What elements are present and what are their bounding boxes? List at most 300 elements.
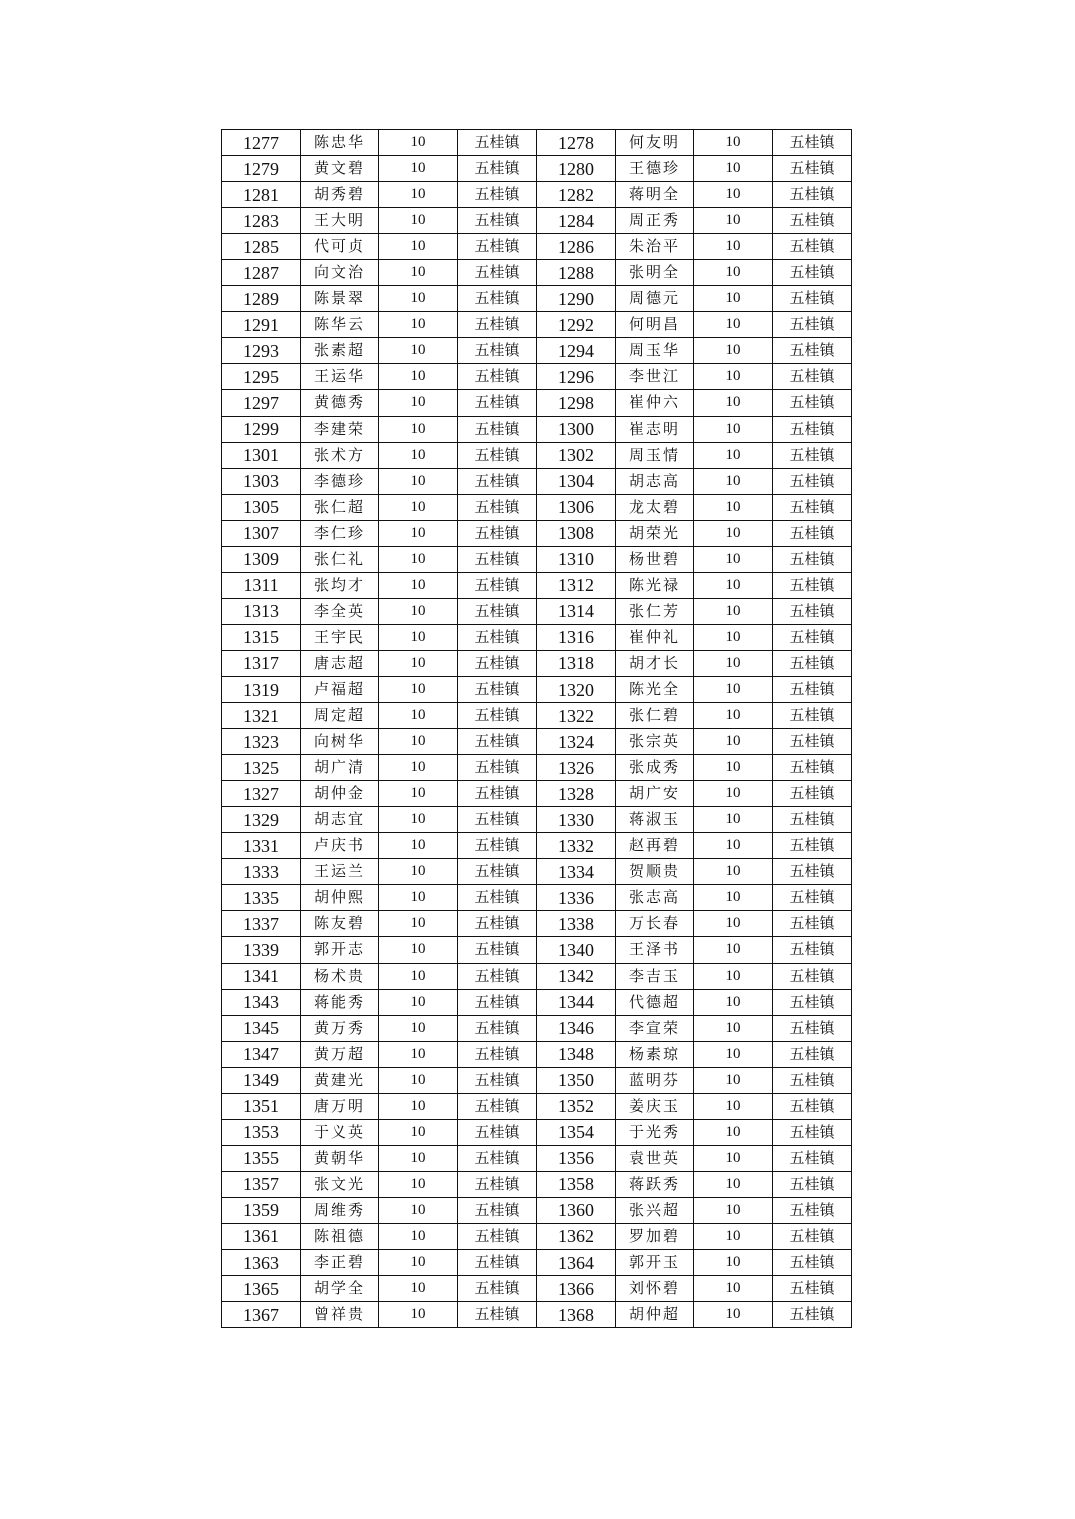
right-person-name-cell: 崔志明 xyxy=(616,416,694,442)
right-amount-cell: 10 xyxy=(694,260,773,286)
left-record-number-cell: 1357 xyxy=(222,1171,301,1197)
left-amount-cell: 10 xyxy=(379,520,458,546)
right-record-number-cell: 1364 xyxy=(537,1250,616,1276)
left-person-name-cell: 李建荣 xyxy=(301,416,379,442)
left-township-cell: 五桂镇 xyxy=(458,130,537,156)
table-row xyxy=(222,650,852,676)
left-township-cell: 五桂镇 xyxy=(458,468,537,494)
left-person-name-cell: 周维秀 xyxy=(301,1197,379,1223)
left-record-number-cell: 1311 xyxy=(222,572,301,598)
left-township-cell: 五桂镇 xyxy=(458,755,537,781)
right-amount-cell: 10 xyxy=(694,1119,773,1145)
left-record-number-cell: 1285 xyxy=(222,234,301,260)
left-township-cell: 五桂镇 xyxy=(458,963,537,989)
left-record-number-cell: 1297 xyxy=(222,390,301,416)
left-record-number-cell: 1283 xyxy=(222,208,301,234)
right-amount-cell: 10 xyxy=(694,1302,773,1328)
right-record-number-cell: 1310 xyxy=(537,546,616,572)
left-person-name-cell: 王运兰 xyxy=(301,859,379,885)
table-row xyxy=(222,807,852,833)
right-record-number-cell: 1332 xyxy=(537,833,616,859)
table-row xyxy=(222,312,852,338)
right-record-number-cell: 1340 xyxy=(537,937,616,963)
right-record-number-cell: 1356 xyxy=(537,1145,616,1171)
left-person-name-cell: 黄万秀 xyxy=(301,1015,379,1041)
left-township-cell: 五桂镇 xyxy=(458,546,537,572)
left-person-name-cell: 胡仲金 xyxy=(301,781,379,807)
left-record-number-cell: 1289 xyxy=(222,286,301,312)
left-amount-cell: 10 xyxy=(379,807,458,833)
left-person-name-cell: 李仁珍 xyxy=(301,520,379,546)
left-township-cell: 五桂镇 xyxy=(458,572,537,598)
left-amount-cell: 10 xyxy=(379,755,458,781)
left-amount-cell: 10 xyxy=(379,885,458,911)
left-person-name-cell: 唐万明 xyxy=(301,1093,379,1119)
right-township-cell: 五桂镇 xyxy=(773,1223,852,1249)
left-person-name-cell: 杨术贵 xyxy=(301,963,379,989)
right-township-cell: 五桂镇 xyxy=(773,390,852,416)
right-person-name-cell: 王泽书 xyxy=(616,937,694,963)
right-township-cell: 五桂镇 xyxy=(773,260,852,286)
right-person-name-cell: 张宗英 xyxy=(616,729,694,755)
left-person-name-cell: 张素超 xyxy=(301,338,379,364)
left-township-cell: 五桂镇 xyxy=(458,598,537,624)
left-person-name-cell: 王运华 xyxy=(301,364,379,390)
right-person-name-cell: 蒋淑玉 xyxy=(616,807,694,833)
right-record-number-cell: 1302 xyxy=(537,442,616,468)
right-person-name-cell: 蒋跃秀 xyxy=(616,1171,694,1197)
left-person-name-cell: 于义英 xyxy=(301,1119,379,1145)
left-amount-cell: 10 xyxy=(379,963,458,989)
right-record-number-cell: 1352 xyxy=(537,1093,616,1119)
right-amount-cell: 10 xyxy=(694,416,773,442)
left-amount-cell: 10 xyxy=(379,364,458,390)
left-township-cell: 五桂镇 xyxy=(458,208,537,234)
table-row xyxy=(222,130,852,156)
right-record-number-cell: 1286 xyxy=(537,234,616,260)
left-person-name-cell: 曾祥贵 xyxy=(301,1302,379,1328)
right-amount-cell: 10 xyxy=(694,1223,773,1249)
right-amount-cell: 10 xyxy=(694,859,773,885)
right-record-number-cell: 1358 xyxy=(537,1171,616,1197)
right-township-cell: 五桂镇 xyxy=(773,703,852,729)
left-township-cell: 五桂镇 xyxy=(458,807,537,833)
left-amount-cell: 10 xyxy=(379,312,458,338)
left-person-name-cell: 周定超 xyxy=(301,703,379,729)
table-row xyxy=(222,937,852,963)
right-township-cell: 五桂镇 xyxy=(773,494,852,520)
right-person-name-cell: 李世江 xyxy=(616,364,694,390)
left-person-name-cell: 向树华 xyxy=(301,729,379,755)
right-person-name-cell: 李宣荣 xyxy=(616,1015,694,1041)
table-row xyxy=(222,833,852,859)
right-amount-cell: 10 xyxy=(694,833,773,859)
left-township-cell: 五桂镇 xyxy=(458,1302,537,1328)
right-township-cell: 五桂镇 xyxy=(773,156,852,182)
left-person-name-cell: 向文治 xyxy=(301,260,379,286)
table-row xyxy=(222,1093,852,1119)
right-record-number-cell: 1338 xyxy=(537,911,616,937)
left-amount-cell: 10 xyxy=(379,1067,458,1093)
left-township-cell: 五桂镇 xyxy=(458,1250,537,1276)
left-person-name-cell: 卢福超 xyxy=(301,676,379,702)
right-township-cell: 五桂镇 xyxy=(773,416,852,442)
left-township-cell: 五桂镇 xyxy=(458,1276,537,1302)
left-township-cell: 五桂镇 xyxy=(458,416,537,442)
left-person-name-cell: 陈景翠 xyxy=(301,286,379,312)
right-amount-cell: 10 xyxy=(694,598,773,624)
table-row xyxy=(222,1041,852,1067)
right-township-cell: 五桂镇 xyxy=(773,729,852,755)
left-person-name-cell: 胡仲熙 xyxy=(301,885,379,911)
left-township-cell: 五桂镇 xyxy=(458,989,537,1015)
left-person-name-cell: 胡学全 xyxy=(301,1276,379,1302)
left-amount-cell: 10 xyxy=(379,1145,458,1171)
left-amount-cell: 10 xyxy=(379,572,458,598)
right-person-name-cell: 李吉玉 xyxy=(616,963,694,989)
right-record-number-cell: 1350 xyxy=(537,1067,616,1093)
left-amount-cell: 10 xyxy=(379,1015,458,1041)
right-amount-cell: 10 xyxy=(694,234,773,260)
left-township-cell: 五桂镇 xyxy=(458,390,537,416)
left-person-name-cell: 黄万超 xyxy=(301,1041,379,1067)
left-amount-cell: 10 xyxy=(379,598,458,624)
right-person-name-cell: 朱治平 xyxy=(616,234,694,260)
right-record-number-cell: 1342 xyxy=(537,963,616,989)
left-record-number-cell: 1349 xyxy=(222,1067,301,1093)
right-person-name-cell: 郭开玉 xyxy=(616,1250,694,1276)
right-amount-cell: 10 xyxy=(694,494,773,520)
right-amount-cell: 10 xyxy=(694,624,773,650)
right-person-name-cell: 胡才长 xyxy=(616,650,694,676)
left-amount-cell: 10 xyxy=(379,911,458,937)
left-amount-cell: 10 xyxy=(379,1041,458,1067)
right-amount-cell: 10 xyxy=(694,572,773,598)
left-record-number-cell: 1341 xyxy=(222,963,301,989)
left-amount-cell: 10 xyxy=(379,494,458,520)
right-amount-cell: 10 xyxy=(694,286,773,312)
right-record-number-cell: 1328 xyxy=(537,781,616,807)
left-township-cell: 五桂镇 xyxy=(458,833,537,859)
left-amount-cell: 10 xyxy=(379,468,458,494)
table-row xyxy=(222,598,852,624)
left-person-name-cell: 胡广清 xyxy=(301,755,379,781)
roster-table xyxy=(221,129,852,1328)
right-township-cell: 五桂镇 xyxy=(773,650,852,676)
table-row xyxy=(222,208,852,234)
right-township-cell: 五桂镇 xyxy=(773,807,852,833)
right-township-cell: 五桂镇 xyxy=(773,182,852,208)
right-record-number-cell: 1292 xyxy=(537,312,616,338)
left-record-number-cell: 1313 xyxy=(222,598,301,624)
right-person-name-cell: 陈光全 xyxy=(616,676,694,702)
table-row xyxy=(222,1197,852,1223)
left-record-number-cell: 1359 xyxy=(222,1197,301,1223)
right-person-name-cell: 蓝明芬 xyxy=(616,1067,694,1093)
right-township-cell: 五桂镇 xyxy=(773,520,852,546)
table-row xyxy=(222,182,852,208)
right-township-cell: 五桂镇 xyxy=(773,468,852,494)
left-amount-cell: 10 xyxy=(379,833,458,859)
left-amount-cell: 10 xyxy=(379,937,458,963)
right-person-name-cell: 代德超 xyxy=(616,989,694,1015)
left-township-cell: 五桂镇 xyxy=(458,1171,537,1197)
right-township-cell: 五桂镇 xyxy=(773,1119,852,1145)
left-person-name-cell: 蒋能秀 xyxy=(301,989,379,1015)
roster-table-body xyxy=(222,130,852,1328)
left-township-cell: 五桂镇 xyxy=(458,1145,537,1171)
right-township-cell: 五桂镇 xyxy=(773,989,852,1015)
left-amount-cell: 10 xyxy=(379,859,458,885)
right-amount-cell: 10 xyxy=(694,156,773,182)
table-row xyxy=(222,911,852,937)
left-person-name-cell: 黄德秀 xyxy=(301,390,379,416)
left-amount-cell: 10 xyxy=(379,338,458,364)
left-township-cell: 五桂镇 xyxy=(458,338,537,364)
right-record-number-cell: 1298 xyxy=(537,390,616,416)
right-township-cell: 五桂镇 xyxy=(773,885,852,911)
left-record-number-cell: 1323 xyxy=(222,729,301,755)
left-person-name-cell: 张术方 xyxy=(301,442,379,468)
right-township-cell: 五桂镇 xyxy=(773,1171,852,1197)
left-record-number-cell: 1361 xyxy=(222,1223,301,1249)
left-township-cell: 五桂镇 xyxy=(458,494,537,520)
left-amount-cell: 10 xyxy=(379,624,458,650)
right-township-cell: 五桂镇 xyxy=(773,1067,852,1093)
right-township-cell: 五桂镇 xyxy=(773,755,852,781)
left-amount-cell: 10 xyxy=(379,234,458,260)
right-person-name-cell: 张成秀 xyxy=(616,755,694,781)
right-person-name-cell: 胡志高 xyxy=(616,468,694,494)
left-person-name-cell: 黄朝华 xyxy=(301,1145,379,1171)
left-person-name-cell: 胡志宜 xyxy=(301,807,379,833)
right-record-number-cell: 1280 xyxy=(537,156,616,182)
right-person-name-cell: 杨素琼 xyxy=(616,1041,694,1067)
left-record-number-cell: 1347 xyxy=(222,1041,301,1067)
right-record-number-cell: 1336 xyxy=(537,885,616,911)
left-record-number-cell: 1355 xyxy=(222,1145,301,1171)
right-township-cell: 五桂镇 xyxy=(773,572,852,598)
right-record-number-cell: 1282 xyxy=(537,182,616,208)
left-record-number-cell: 1333 xyxy=(222,859,301,885)
left-township-cell: 五桂镇 xyxy=(458,234,537,260)
left-amount-cell: 10 xyxy=(379,546,458,572)
right-amount-cell: 10 xyxy=(694,1250,773,1276)
right-amount-cell: 10 xyxy=(694,937,773,963)
right-person-name-cell: 王德珍 xyxy=(616,156,694,182)
table-row xyxy=(222,1250,852,1276)
left-township-cell: 五桂镇 xyxy=(458,1015,537,1041)
right-township-cell: 五桂镇 xyxy=(773,130,852,156)
table-row xyxy=(222,260,852,286)
left-township-cell: 五桂镇 xyxy=(458,729,537,755)
right-record-number-cell: 1320 xyxy=(537,676,616,702)
left-amount-cell: 10 xyxy=(379,703,458,729)
right-person-name-cell: 周玉华 xyxy=(616,338,694,364)
left-person-name-cell: 代可贞 xyxy=(301,234,379,260)
right-amount-cell: 10 xyxy=(694,729,773,755)
left-person-name-cell: 陈友碧 xyxy=(301,911,379,937)
left-person-name-cell: 李德珍 xyxy=(301,468,379,494)
left-amount-cell: 10 xyxy=(379,1197,458,1223)
table-row xyxy=(222,676,852,702)
right-person-name-cell: 崔仲礼 xyxy=(616,624,694,650)
left-record-number-cell: 1337 xyxy=(222,911,301,937)
right-township-cell: 五桂镇 xyxy=(773,546,852,572)
left-record-number-cell: 1363 xyxy=(222,1250,301,1276)
right-township-cell: 五桂镇 xyxy=(773,338,852,364)
left-township-cell: 五桂镇 xyxy=(458,312,537,338)
right-amount-cell: 10 xyxy=(694,963,773,989)
right-record-number-cell: 1348 xyxy=(537,1041,616,1067)
table-row xyxy=(222,885,852,911)
table-row xyxy=(222,546,852,572)
right-record-number-cell: 1312 xyxy=(537,572,616,598)
left-person-name-cell: 黄建光 xyxy=(301,1067,379,1093)
left-township-cell: 五桂镇 xyxy=(458,182,537,208)
left-record-number-cell: 1335 xyxy=(222,885,301,911)
left-township-cell: 五桂镇 xyxy=(458,1119,537,1145)
right-person-name-cell: 于光秀 xyxy=(616,1119,694,1145)
table-row xyxy=(222,156,852,182)
left-record-number-cell: 1291 xyxy=(222,312,301,338)
table-row xyxy=(222,729,852,755)
left-record-number-cell: 1317 xyxy=(222,650,301,676)
table-row xyxy=(222,1067,852,1093)
right-township-cell: 五桂镇 xyxy=(773,937,852,963)
right-amount-cell: 10 xyxy=(694,911,773,937)
right-amount-cell: 10 xyxy=(694,703,773,729)
right-record-number-cell: 1294 xyxy=(537,338,616,364)
right-township-cell: 五桂镇 xyxy=(773,1302,852,1328)
table-row xyxy=(222,755,852,781)
right-person-name-cell: 周德元 xyxy=(616,286,694,312)
table-row xyxy=(222,364,852,390)
left-township-cell: 五桂镇 xyxy=(458,937,537,963)
table-row xyxy=(222,624,852,650)
right-township-cell: 五桂镇 xyxy=(773,208,852,234)
table-row xyxy=(222,1145,852,1171)
table-row xyxy=(222,416,852,442)
right-person-name-cell: 龙太碧 xyxy=(616,494,694,520)
right-township-cell: 五桂镇 xyxy=(773,1093,852,1119)
left-record-number-cell: 1293 xyxy=(222,338,301,364)
left-person-name-cell: 郭开志 xyxy=(301,937,379,963)
right-township-cell: 五桂镇 xyxy=(773,1276,852,1302)
right-person-name-cell: 周玉情 xyxy=(616,442,694,468)
right-record-number-cell: 1346 xyxy=(537,1015,616,1041)
left-township-cell: 五桂镇 xyxy=(458,286,537,312)
right-amount-cell: 10 xyxy=(694,781,773,807)
left-record-number-cell: 1329 xyxy=(222,807,301,833)
left-township-cell: 五桂镇 xyxy=(458,624,537,650)
right-person-name-cell: 罗加碧 xyxy=(616,1223,694,1249)
left-amount-cell: 10 xyxy=(379,781,458,807)
right-record-number-cell: 1304 xyxy=(537,468,616,494)
table-row xyxy=(222,338,852,364)
left-person-name-cell: 黄文碧 xyxy=(301,156,379,182)
left-township-cell: 五桂镇 xyxy=(458,1197,537,1223)
right-person-name-cell: 胡荣光 xyxy=(616,520,694,546)
table-row xyxy=(222,442,852,468)
right-record-number-cell: 1360 xyxy=(537,1197,616,1223)
table-row xyxy=(222,234,852,260)
left-township-cell: 五桂镇 xyxy=(458,703,537,729)
right-township-cell: 五桂镇 xyxy=(773,833,852,859)
left-record-number-cell: 1339 xyxy=(222,937,301,963)
right-amount-cell: 10 xyxy=(694,989,773,1015)
left-record-number-cell: 1299 xyxy=(222,416,301,442)
left-township-cell: 五桂镇 xyxy=(458,520,537,546)
left-amount-cell: 10 xyxy=(379,156,458,182)
right-township-cell: 五桂镇 xyxy=(773,859,852,885)
right-township-cell: 五桂镇 xyxy=(773,234,852,260)
right-person-name-cell: 张明全 xyxy=(616,260,694,286)
right-person-name-cell: 陈光禄 xyxy=(616,572,694,598)
left-township-cell: 五桂镇 xyxy=(458,885,537,911)
table-row xyxy=(222,286,852,312)
right-amount-cell: 10 xyxy=(694,312,773,338)
right-amount-cell: 10 xyxy=(694,885,773,911)
right-record-number-cell: 1366 xyxy=(537,1276,616,1302)
right-record-number-cell: 1326 xyxy=(537,755,616,781)
right-record-number-cell: 1354 xyxy=(537,1119,616,1145)
right-record-number-cell: 1322 xyxy=(537,703,616,729)
right-record-number-cell: 1330 xyxy=(537,807,616,833)
right-person-name-cell: 何明昌 xyxy=(616,312,694,338)
right-township-cell: 五桂镇 xyxy=(773,911,852,937)
right-amount-cell: 10 xyxy=(694,1093,773,1119)
table-row xyxy=(222,989,852,1015)
right-township-cell: 五桂镇 xyxy=(773,1197,852,1223)
right-person-name-cell: 周正秀 xyxy=(616,208,694,234)
right-amount-cell: 10 xyxy=(694,676,773,702)
right-person-name-cell: 崔仲六 xyxy=(616,390,694,416)
left-amount-cell: 10 xyxy=(379,1171,458,1197)
right-amount-cell: 10 xyxy=(694,442,773,468)
right-amount-cell: 10 xyxy=(694,1067,773,1093)
left-township-cell: 五桂镇 xyxy=(458,442,537,468)
left-amount-cell: 10 xyxy=(379,390,458,416)
left-person-name-cell: 王宇民 xyxy=(301,624,379,650)
right-township-cell: 五桂镇 xyxy=(773,364,852,390)
table-row xyxy=(222,1302,852,1328)
left-record-number-cell: 1287 xyxy=(222,260,301,286)
right-amount-cell: 10 xyxy=(694,130,773,156)
right-township-cell: 五桂镇 xyxy=(773,598,852,624)
left-township-cell: 五桂镇 xyxy=(458,650,537,676)
table-row xyxy=(222,494,852,520)
left-amount-cell: 10 xyxy=(379,130,458,156)
left-record-number-cell: 1301 xyxy=(222,442,301,468)
right-amount-cell: 10 xyxy=(694,1015,773,1041)
left-person-name-cell: 张均才 xyxy=(301,572,379,598)
left-record-number-cell: 1325 xyxy=(222,755,301,781)
left-record-number-cell: 1327 xyxy=(222,781,301,807)
left-amount-cell: 10 xyxy=(379,1223,458,1249)
left-amount-cell: 10 xyxy=(379,989,458,1015)
left-township-cell: 五桂镇 xyxy=(458,364,537,390)
right-township-cell: 五桂镇 xyxy=(773,312,852,338)
left-person-name-cell: 胡秀碧 xyxy=(301,182,379,208)
right-person-name-cell: 胡仲超 xyxy=(616,1302,694,1328)
right-record-number-cell: 1300 xyxy=(537,416,616,442)
right-record-number-cell: 1362 xyxy=(537,1223,616,1249)
right-amount-cell: 10 xyxy=(694,1145,773,1171)
right-amount-cell: 10 xyxy=(694,1276,773,1302)
right-person-name-cell: 袁世英 xyxy=(616,1145,694,1171)
table-row xyxy=(222,859,852,885)
